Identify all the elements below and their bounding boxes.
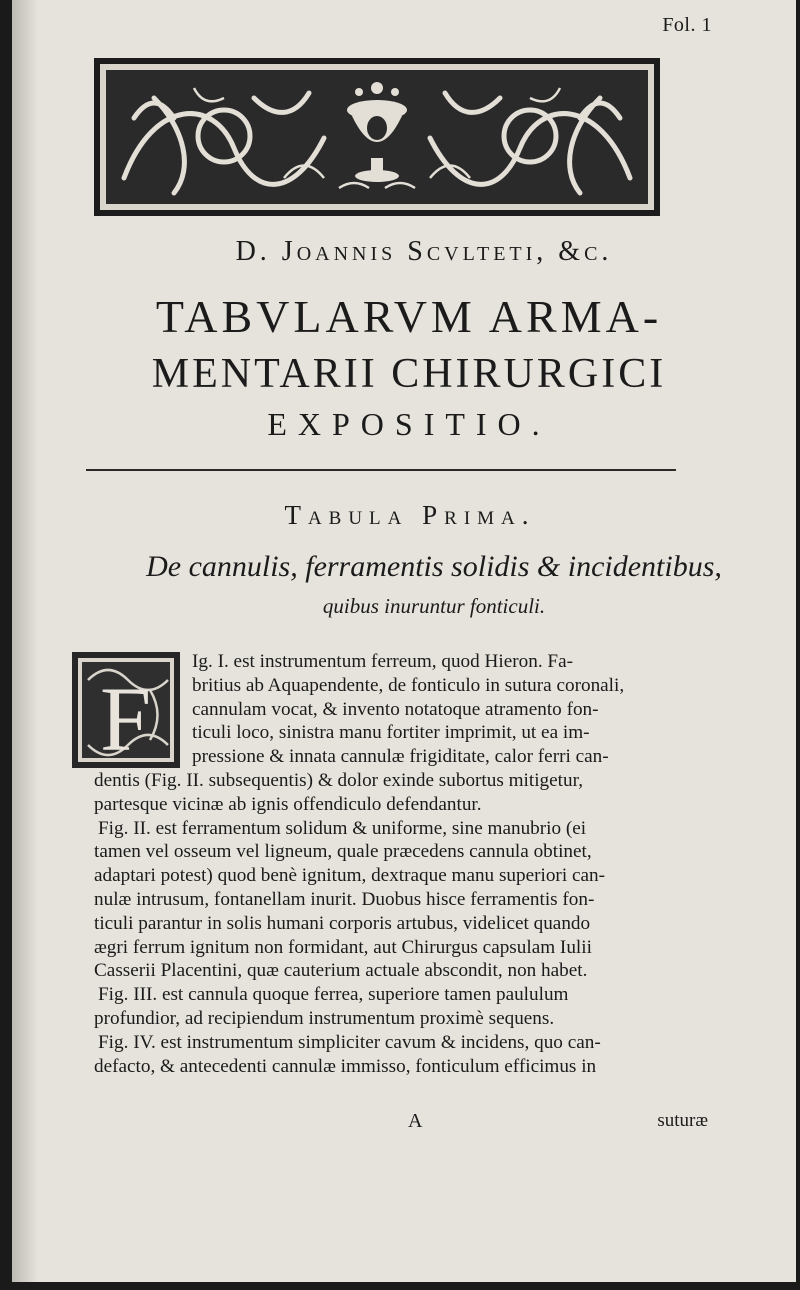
body-line: profundior, ad recipiendum instrumentum proximè sequens. <box>94 1007 555 1029</box>
body-line: Fig. IV. est instrumentum simpliciter cavum & incidens, quo can- <box>98 1031 601 1053</box>
body-line: ægri ferrum ignitum non formidant, aut Chirurgus capsulam Iulii <box>94 936 592 958</box>
author-line: D. Joannis Scvlteti, &c. <box>235 236 613 267</box>
body-line: britius ab Aquapendente, de fonticulo in sutura coronali, <box>192 674 625 696</box>
signature-mark: A <box>408 1110 423 1132</box>
section-subtitle-2: quibus inuruntur fonticuli. <box>322 594 546 618</box>
title-line-2: MENTARII CHIRURGICI <box>151 351 667 397</box>
body-line: ticuli loco, sinistra manu fortiter imprimit, ut ea im- <box>192 722 590 744</box>
book-page <box>12 0 796 1282</box>
catchword: suturæ <box>657 1110 708 1131</box>
folio-number: Fol. 1 <box>662 14 712 36</box>
body-line: Ig. I. est instrumentum ferreum, quod Hieron. Fa- <box>192 651 573 672</box>
body-line: tamen vel osseum vel ligneum, quale præcedens cannula obtinet, <box>94 841 592 863</box>
section-heading: Tabula Prima. <box>284 500 536 530</box>
title-line-3: EXPOSITIO. <box>267 406 551 442</box>
body-line: ticuli parantur in solis humani corporis artubus, videlicet quando <box>94 912 591 934</box>
body-line: dentis (Fig. II. subsequentis) & dolor exinde subortus mitigetur, <box>94 769 583 791</box>
title-line-1: TABVLARVM ARMA- <box>155 291 663 342</box>
body-text <box>94 650 700 1078</box>
headpiece-ornament-icon <box>94 58 660 216</box>
body-line: cannulam vocat, & invento notatoque atramento fon- <box>192 698 599 720</box>
body-line: Casserii Placentini, quæ cauterium actuale abscondit, non habet. <box>94 960 588 982</box>
body-line: nulæ intrusum, fontanellam inurit. Duobus hisce ferramentis fon- <box>94 888 595 910</box>
body-line: partesque vicinæ ab ignis offendiculo defendantur. <box>94 793 482 815</box>
body-line: pressione & innata cannulæ frigiditate, calor ferri can- <box>192 746 609 768</box>
body-line: defacto, & antecedenti cannulæ immisso, fonticulum efficimus in <box>94 1055 597 1077</box>
section-subtitle-1: De cannulis, ferramentis solidis & incidentibus, <box>146 550 722 583</box>
body-line: Fig. III. est cannula quoque ferrea, superiore tamen paululum <box>98 984 569 1006</box>
horizontal-rule <box>86 469 676 471</box>
body-line: adaptari potest) quod benè ignitum, dextraque manu superiori can- <box>94 865 605 887</box>
svg-text:F: F <box>100 668 152 770</box>
body-line: Fig. II. est ferramentum solidum & uniforme, sine manubrio (ei <box>98 817 587 839</box>
